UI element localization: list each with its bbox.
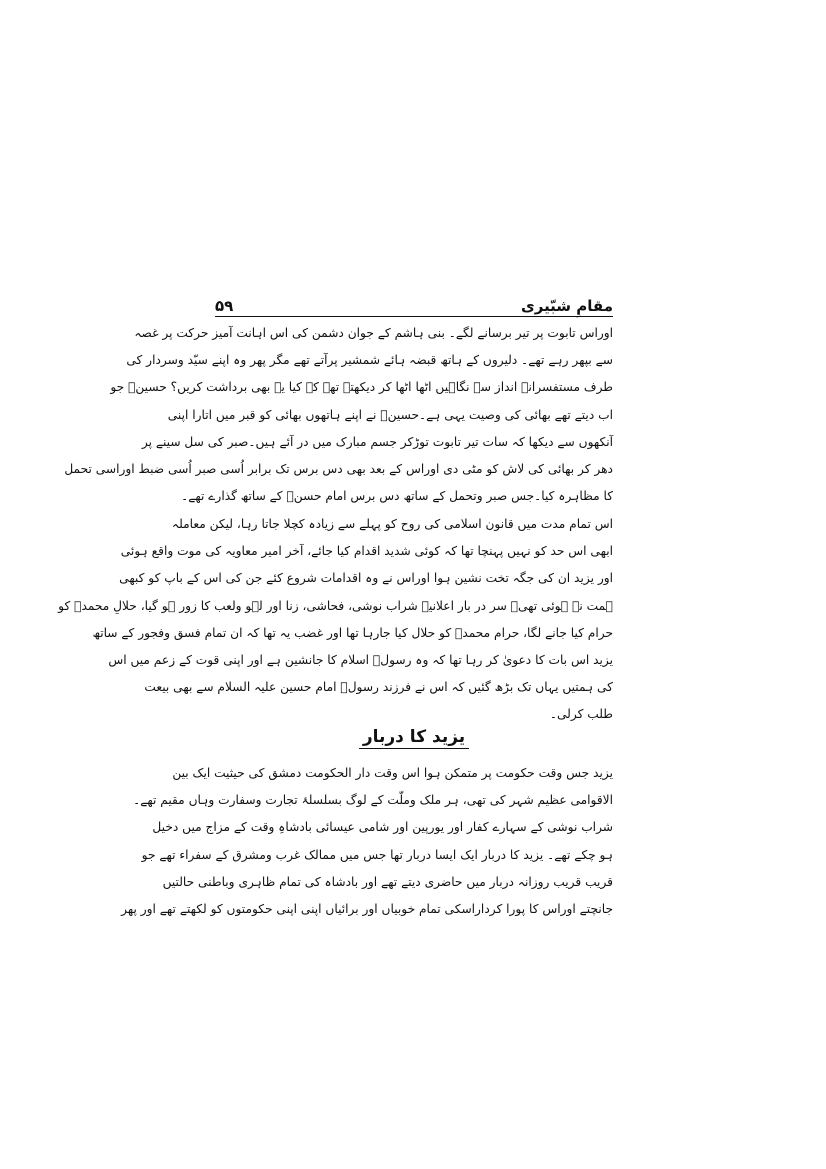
text-line: اور یزید ان کی جگہ تخت نشین ہوا اوراس نے وہ اقدامات شروع کئے جن کی اس کے باپ کو کبھی xyxy=(119,571,613,586)
text-line: حرام کیا جانے لگا، حرام محمدؐ کو حلال کیا جارہا تھا اور غضب یہ تھا کہ ان تمام فسق وفجور کے ساتھ xyxy=(92,625,613,640)
text-line: الاقوامی عظیم شہر کی تھی، ہر ملک وملّت کے لوگ بسلسلۂ تجارت وسفارت وہاں مقیم تھے۔ xyxy=(133,793,613,808)
text-line: اوراس تابوت پر تیر برسانے لگے۔ بنی ہاشم کے جوان دشمن کی اس اہانت آمیز حرکت پر غصہ xyxy=(134,326,613,340)
text-line: شراب نوشی کے سہارے کفار اور یورپین اور شامی عیسائی بادشاہِ وقت کے مزاج میں دخیل xyxy=(152,820,613,835)
paragraph-1 xyxy=(64,320,613,510)
text-line: طلب کرلی۔ xyxy=(549,707,613,722)
text-line: ابھی اس حد کو نہیں پہنچا تھا کہ کوئی شدید اقدام کیا جائے، آخر امیر معاویہ کی موت واقع ہوئی xyxy=(120,544,613,559)
text-line: ہو چکے تھے۔ یزید کا دربار ایک ایسا دربار تھا جس میں ممالک غرب ومشرق کے سفراء تھے جو xyxy=(141,847,613,862)
text-line: اب دیتے تھے بھائی کی وصیت یہی ہے۔حسینؑ نے اپنے ہاتھوں بھائی کو قبر میں اتارا اپنی xyxy=(167,407,613,422)
text-line: اس تمام مدت میں قانون اسلامی کی روح کو پہلے سے زیادہ کچلا جاتا رہا، لیکن معاملہ xyxy=(171,517,613,531)
book-title: مقامِ شبّیری xyxy=(520,297,613,315)
running-head xyxy=(215,289,613,315)
text-line: یزید اس بات کا دعویٰ کر رہا تھا کہ وہ رسولؐ اسلام کا جانشین ہے اور اپنی قوت کے زعم میں اس xyxy=(108,652,613,667)
text-line: ہمت نہ ہوئی تھی۔ سر در بار اعلانیہ شراب نوشی، فحاشی، زنا اور لہو ولعب کا زور ہو گیا، حلالِ محمدؐ کو xyxy=(58,598,613,613)
text-line: طرف مستفسرانہ انداز سے نگاہیں اٹھا اٹھا کر دیکھتے تھے کہ کیا یہ بھی برداشت کریں؟ حسینؑ جو xyxy=(110,380,613,395)
text-line: قریب قریب روزانہ دربار میں حاضری دیتے تھے اور بادشاہ کی تمام ظاہری وباطنی حالتیں xyxy=(162,874,613,889)
text-line: کی ہمتیں یہاں تک بڑھ گئیں کہ اس نے فرزند رسولؐ امام حسین علیہ السلام سے بھی بیعت xyxy=(144,680,613,695)
text-line: یزید جس وقت حکومت پر متمکن ہوا اس وقت دار الحکومت دمشق کی حیثیت ایک بین xyxy=(172,766,613,780)
text-line: کا مظاہرہ کیا۔جس صبر وتحمل کے ساتھ دس برس امام حسنؑ کے ساتھ گذارے تھے۔ xyxy=(181,489,613,504)
text-line: سے بپھر رہے تھے۔ دلیروں کے ہاتھ قبضہ ہائے شمشیر پرآتے تھے مگر پھر وہ اپنے سیّد وسردار کی xyxy=(126,353,613,368)
header-rule xyxy=(215,316,613,317)
text-line: آنکھوں سے دیکھا کہ سات تیر تابوت توڑکر جسم مبارک میں در آئے ہیں۔صبر کی سل سینے پر xyxy=(141,434,613,449)
page-number: ۵۹ xyxy=(215,297,234,315)
paragraph-3 xyxy=(121,760,613,923)
paragraph-2 xyxy=(58,511,613,729)
section-heading-text: یزید کا دربار xyxy=(359,727,469,749)
section-heading xyxy=(215,727,613,761)
text-line: جانچتے اوراس کا پورا کرداراسکی تمام خوبیاں اور برائیاں اپنی اپنی حکومتوں کو لکھتے تھے اور پھر xyxy=(121,901,613,916)
text-line: دھر کر بھائی کی لاش کو مٹی دی اوراس کے بعد بھی دس برس تک برابر اُسی صبر اُسی ضبط اوراسی تحمل xyxy=(64,461,613,476)
